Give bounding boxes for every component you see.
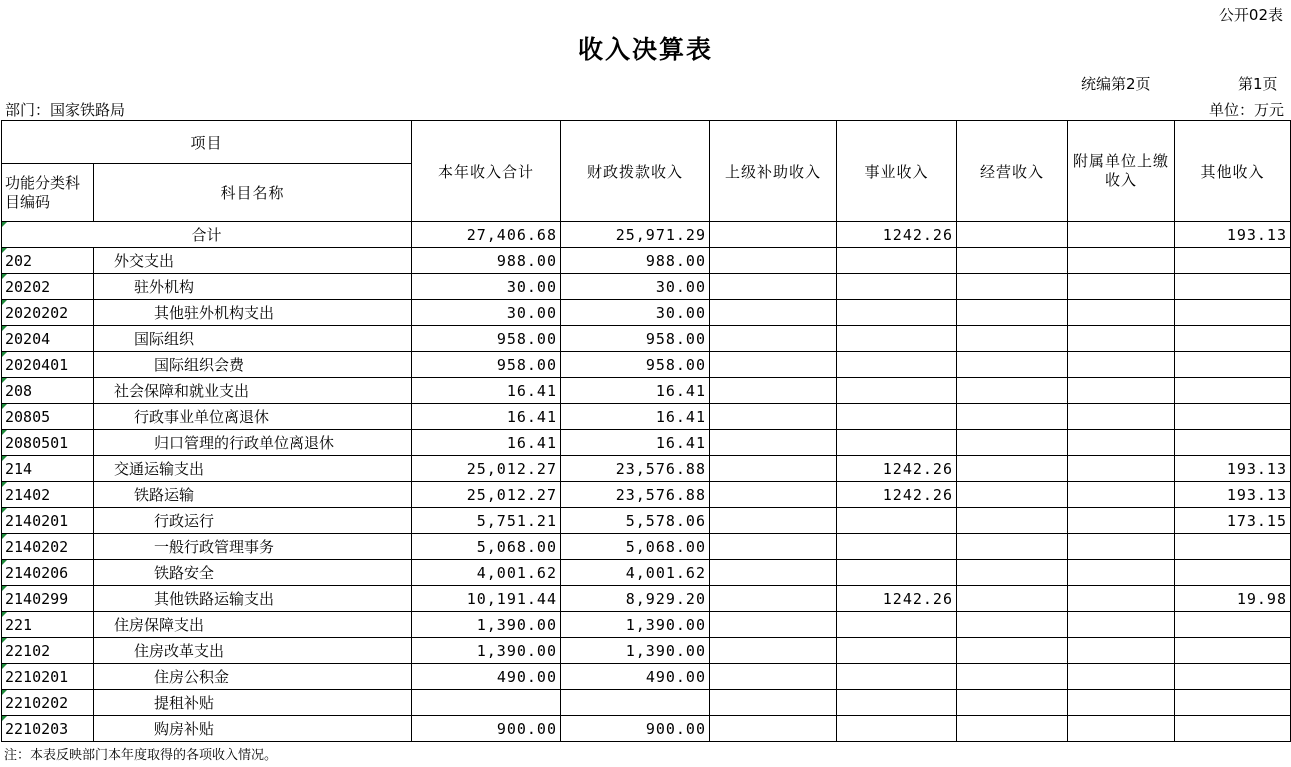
row-fiscal: 23,576.88 — [561, 456, 710, 482]
row-subject-name: 一般行政管理事务 — [94, 534, 412, 560]
row-superior-subsidy — [710, 482, 837, 508]
row-superior-subsidy — [710, 248, 837, 274]
header-subject-name: 科目名称 — [94, 164, 412, 222]
row-total-income: 900.00 — [412, 716, 561, 742]
row-other: 19.98 — [1175, 586, 1291, 612]
table-row — [2, 638, 1291, 664]
row-function-code: 2140201 — [2, 508, 94, 534]
row-affiliated — [1068, 430, 1175, 456]
row-superior-subsidy — [710, 352, 837, 378]
row-total-income: 5,068.00 — [412, 534, 561, 560]
row-affiliated — [1068, 456, 1175, 482]
row-total-income: 4,001.62 — [412, 560, 561, 586]
row-function-code: 2210203 — [2, 716, 94, 742]
row-superior-subsidy — [710, 378, 837, 404]
row-operating — [957, 378, 1068, 404]
row-business — [837, 248, 957, 274]
total-label: 合计 — [2, 222, 412, 248]
row-operating — [957, 690, 1068, 716]
row-function-code: 2140202 — [2, 534, 94, 560]
row-function-code: 20202 — [2, 274, 94, 300]
row-operating — [957, 716, 1068, 742]
header-total-income: 本年收入合计 — [412, 121, 561, 222]
header-affiliated-unit-income: 附属单位上缴收入 — [1068, 121, 1175, 222]
row-total-income: 490.00 — [412, 664, 561, 690]
row-fiscal: 900.00 — [561, 716, 710, 742]
row-affiliated — [1068, 664, 1175, 690]
row-other — [1175, 352, 1291, 378]
row-operating — [957, 456, 1068, 482]
row-affiliated — [1068, 404, 1175, 430]
row-operating — [957, 612, 1068, 638]
table-row — [2, 456, 1291, 482]
page-title: 收入决算表 — [577, 35, 713, 64]
row-other — [1175, 430, 1291, 456]
row-total-income: 988.00 — [412, 248, 561, 274]
row-subject-name: 其他驻外机构支出 — [94, 300, 412, 326]
table-row — [2, 248, 1291, 274]
row-other — [1175, 716, 1291, 742]
table-row — [2, 274, 1291, 300]
row-affiliated — [1068, 508, 1175, 534]
row-subject-name: 住房保障支出 — [94, 612, 412, 638]
row-total-income: 958.00 — [412, 352, 561, 378]
total-other: 193.13 — [1175, 222, 1291, 248]
row-subject-name: 其他铁路运输支出 — [94, 586, 412, 612]
row-subject-name: 国际组织 — [94, 326, 412, 352]
row-total-income: 1,390.00 — [412, 638, 561, 664]
row-superior-subsidy — [710, 274, 837, 300]
row-superior-subsidy — [710, 300, 837, 326]
row-business — [837, 300, 957, 326]
table-row — [2, 404, 1291, 430]
form-number: 公开02表 — [1218, 6, 1283, 24]
row-business — [837, 560, 957, 586]
row-superior-subsidy — [710, 560, 837, 586]
row-fiscal: 8,929.20 — [561, 586, 710, 612]
row-fiscal: 16.41 — [561, 430, 710, 456]
row-superior-subsidy — [710, 404, 837, 430]
row-function-code: 2020202 — [2, 300, 94, 326]
table-row — [2, 534, 1291, 560]
row-total-income: 16.41 — [412, 378, 561, 404]
row-subject-name: 购房补贴 — [94, 716, 412, 742]
table-row — [2, 716, 1291, 742]
row-business: 1242.26 — [837, 482, 957, 508]
row-total-income — [412, 690, 561, 716]
row-affiliated — [1068, 586, 1175, 612]
row-fiscal: 16.41 — [561, 404, 710, 430]
row-operating — [957, 300, 1068, 326]
table-row — [2, 612, 1291, 638]
row-operating — [957, 664, 1068, 690]
row-total-income: 16.41 — [412, 404, 561, 430]
row-affiliated — [1068, 534, 1175, 560]
row-function-code: 202 — [2, 248, 94, 274]
row-superior-subsidy — [710, 612, 837, 638]
row-function-code: 2020401 — [2, 352, 94, 378]
department-label: 部门：国家铁路局 — [5, 101, 126, 119]
row-subject-name: 归口管理的行政单位离退休 — [94, 430, 412, 456]
row-function-code: 21402 — [2, 482, 94, 508]
row-other — [1175, 664, 1291, 690]
row-subject-name: 铁路安全 — [94, 560, 412, 586]
page-number: 第1页 — [1238, 75, 1278, 93]
table-row — [2, 326, 1291, 352]
row-business: 1242.26 — [837, 456, 957, 482]
row-business — [837, 716, 957, 742]
row-function-code: 2210201 — [2, 664, 94, 690]
total-fiscal: 25,971.29 — [561, 222, 710, 248]
row-fiscal: 5,578.06 — [561, 508, 710, 534]
row-other — [1175, 248, 1291, 274]
row-affiliated — [1068, 352, 1175, 378]
header-business-income: 事业收入 — [837, 121, 957, 222]
row-subject-name: 社会保障和就业支出 — [94, 378, 412, 404]
row-fiscal: 958.00 — [561, 352, 710, 378]
row-total-income: 1,390.00 — [412, 612, 561, 638]
row-fiscal: 23,576.88 — [561, 482, 710, 508]
header-item: 项目 — [2, 121, 412, 164]
table-row — [2, 378, 1291, 404]
row-other — [1175, 378, 1291, 404]
row-fiscal: 1,390.00 — [561, 612, 710, 638]
row-fiscal: 16.41 — [561, 378, 710, 404]
row-superior-subsidy — [710, 586, 837, 612]
row-affiliated — [1068, 690, 1175, 716]
row-function-code: 214 — [2, 456, 94, 482]
row-subject-name: 住房公积金 — [94, 664, 412, 690]
table-row — [2, 690, 1291, 716]
row-total-income: 30.00 — [412, 300, 561, 326]
unit-label: 单位：万元 — [1208, 101, 1284, 119]
row-business — [837, 638, 957, 664]
total-business: 1242.26 — [837, 222, 957, 248]
row-total-income: 16.41 — [412, 430, 561, 456]
row-affiliated — [1068, 482, 1175, 508]
row-subject-name: 驻外机构 — [94, 274, 412, 300]
row-subject-name: 外交支出 — [94, 248, 412, 274]
row-fiscal: 490.00 — [561, 664, 710, 690]
row-operating — [957, 430, 1068, 456]
row-business — [837, 508, 957, 534]
row-business — [837, 352, 957, 378]
row-affiliated — [1068, 326, 1175, 352]
table-row — [2, 508, 1291, 534]
row-function-code: 20805 — [2, 404, 94, 430]
table-row — [2, 586, 1291, 612]
compile-number: 统编第2页 — [1081, 75, 1151, 93]
row-total-income: 10,191.44 — [412, 586, 561, 612]
row-affiliated — [1068, 638, 1175, 664]
row-affiliated — [1068, 248, 1175, 274]
row-subject-name: 行政事业单位离退休 — [94, 404, 412, 430]
header-operating-income: 经营收入 — [957, 121, 1068, 222]
row-superior-subsidy — [710, 508, 837, 534]
row-other — [1175, 638, 1291, 664]
row-operating — [957, 638, 1068, 664]
header-fiscal-appropriation: 财政拨款收入 — [561, 121, 710, 222]
row-other: 193.13 — [1175, 482, 1291, 508]
row-other — [1175, 612, 1291, 638]
row-affiliated — [1068, 716, 1175, 742]
row-subject-name: 行政运行 — [94, 508, 412, 534]
row-subject-name: 住房改革支出 — [94, 638, 412, 664]
row-operating — [957, 534, 1068, 560]
total-superior-subsidy — [710, 222, 837, 248]
row-superior-subsidy — [710, 326, 837, 352]
row-function-code: 2080501 — [2, 430, 94, 456]
table-row — [2, 560, 1291, 586]
row-fiscal: 30.00 — [561, 274, 710, 300]
row-affiliated — [1068, 274, 1175, 300]
row-operating — [957, 586, 1068, 612]
income-final-accounts-table — [1, 120, 1291, 742]
row-operating — [957, 326, 1068, 352]
row-total-income: 30.00 — [412, 274, 561, 300]
row-superior-subsidy — [710, 664, 837, 690]
row-business — [837, 534, 957, 560]
row-operating — [957, 404, 1068, 430]
row-function-code: 2140299 — [2, 586, 94, 612]
row-other — [1175, 534, 1291, 560]
row-affiliated — [1068, 612, 1175, 638]
total-operating — [957, 222, 1068, 248]
row-subject-name: 交通运输支出 — [94, 456, 412, 482]
row-operating — [957, 352, 1068, 378]
row-fiscal: 958.00 — [561, 326, 710, 352]
row-operating — [957, 560, 1068, 586]
row-superior-subsidy — [710, 456, 837, 482]
row-superior-subsidy — [710, 716, 837, 742]
row-business — [837, 404, 957, 430]
row-other — [1175, 326, 1291, 352]
row-other — [1175, 560, 1291, 586]
row-operating — [957, 248, 1068, 274]
row-function-code: 221 — [2, 612, 94, 638]
row-total-income: 25,012.27 — [412, 456, 561, 482]
row-other — [1175, 274, 1291, 300]
row-other — [1175, 404, 1291, 430]
header-function-code: 功能分类科目编码 — [2, 164, 94, 222]
row-business — [837, 378, 957, 404]
row-operating — [957, 482, 1068, 508]
row-fiscal: 4,001.62 — [561, 560, 710, 586]
row-superior-subsidy — [710, 534, 837, 560]
row-superior-subsidy — [710, 430, 837, 456]
row-function-code: 2140206 — [2, 560, 94, 586]
table-row — [2, 352, 1291, 378]
row-other — [1175, 300, 1291, 326]
total-row — [2, 222, 1291, 248]
table-note: 注：本表反映部门本年度取得的各项收入情况。 — [4, 748, 278, 763]
row-function-code: 208 — [2, 378, 94, 404]
row-fiscal: 988.00 — [561, 248, 710, 274]
row-fiscal: 30.00 — [561, 300, 710, 326]
row-function-code: 22102 — [2, 638, 94, 664]
row-business — [837, 612, 957, 638]
row-affiliated — [1068, 560, 1175, 586]
row-superior-subsidy — [710, 638, 837, 664]
row-subject-name: 提租补贴 — [94, 690, 412, 716]
row-superior-subsidy — [710, 690, 837, 716]
table-row — [2, 300, 1291, 326]
row-other: 193.13 — [1175, 456, 1291, 482]
row-total-income: 25,012.27 — [412, 482, 561, 508]
row-total-income: 5,751.21 — [412, 508, 561, 534]
row-fiscal: 5,068.00 — [561, 534, 710, 560]
row-affiliated — [1068, 300, 1175, 326]
row-affiliated — [1068, 378, 1175, 404]
total-affiliated — [1068, 222, 1175, 248]
row-operating — [957, 508, 1068, 534]
header-superior-subsidy: 上级补助收入 — [710, 121, 837, 222]
table-row — [2, 430, 1291, 456]
row-function-code: 2210202 — [2, 690, 94, 716]
row-operating — [957, 274, 1068, 300]
row-subject-name: 国际组织会费 — [94, 352, 412, 378]
total-total-income: 27,406.68 — [412, 222, 561, 248]
row-other — [1175, 690, 1291, 716]
row-business — [837, 690, 957, 716]
row-fiscal — [561, 690, 710, 716]
row-subject-name: 铁路运输 — [94, 482, 412, 508]
row-business — [837, 326, 957, 352]
row-other: 173.15 — [1175, 508, 1291, 534]
table-row — [2, 482, 1291, 508]
row-business — [837, 274, 957, 300]
table-row — [2, 664, 1291, 690]
header-other-income: 其他收入 — [1175, 121, 1291, 222]
row-total-income: 958.00 — [412, 326, 561, 352]
row-function-code: 20204 — [2, 326, 94, 352]
row-business: 1242.26 — [837, 586, 957, 612]
row-business — [837, 430, 957, 456]
row-business — [837, 664, 957, 690]
row-fiscal: 1,390.00 — [561, 638, 710, 664]
